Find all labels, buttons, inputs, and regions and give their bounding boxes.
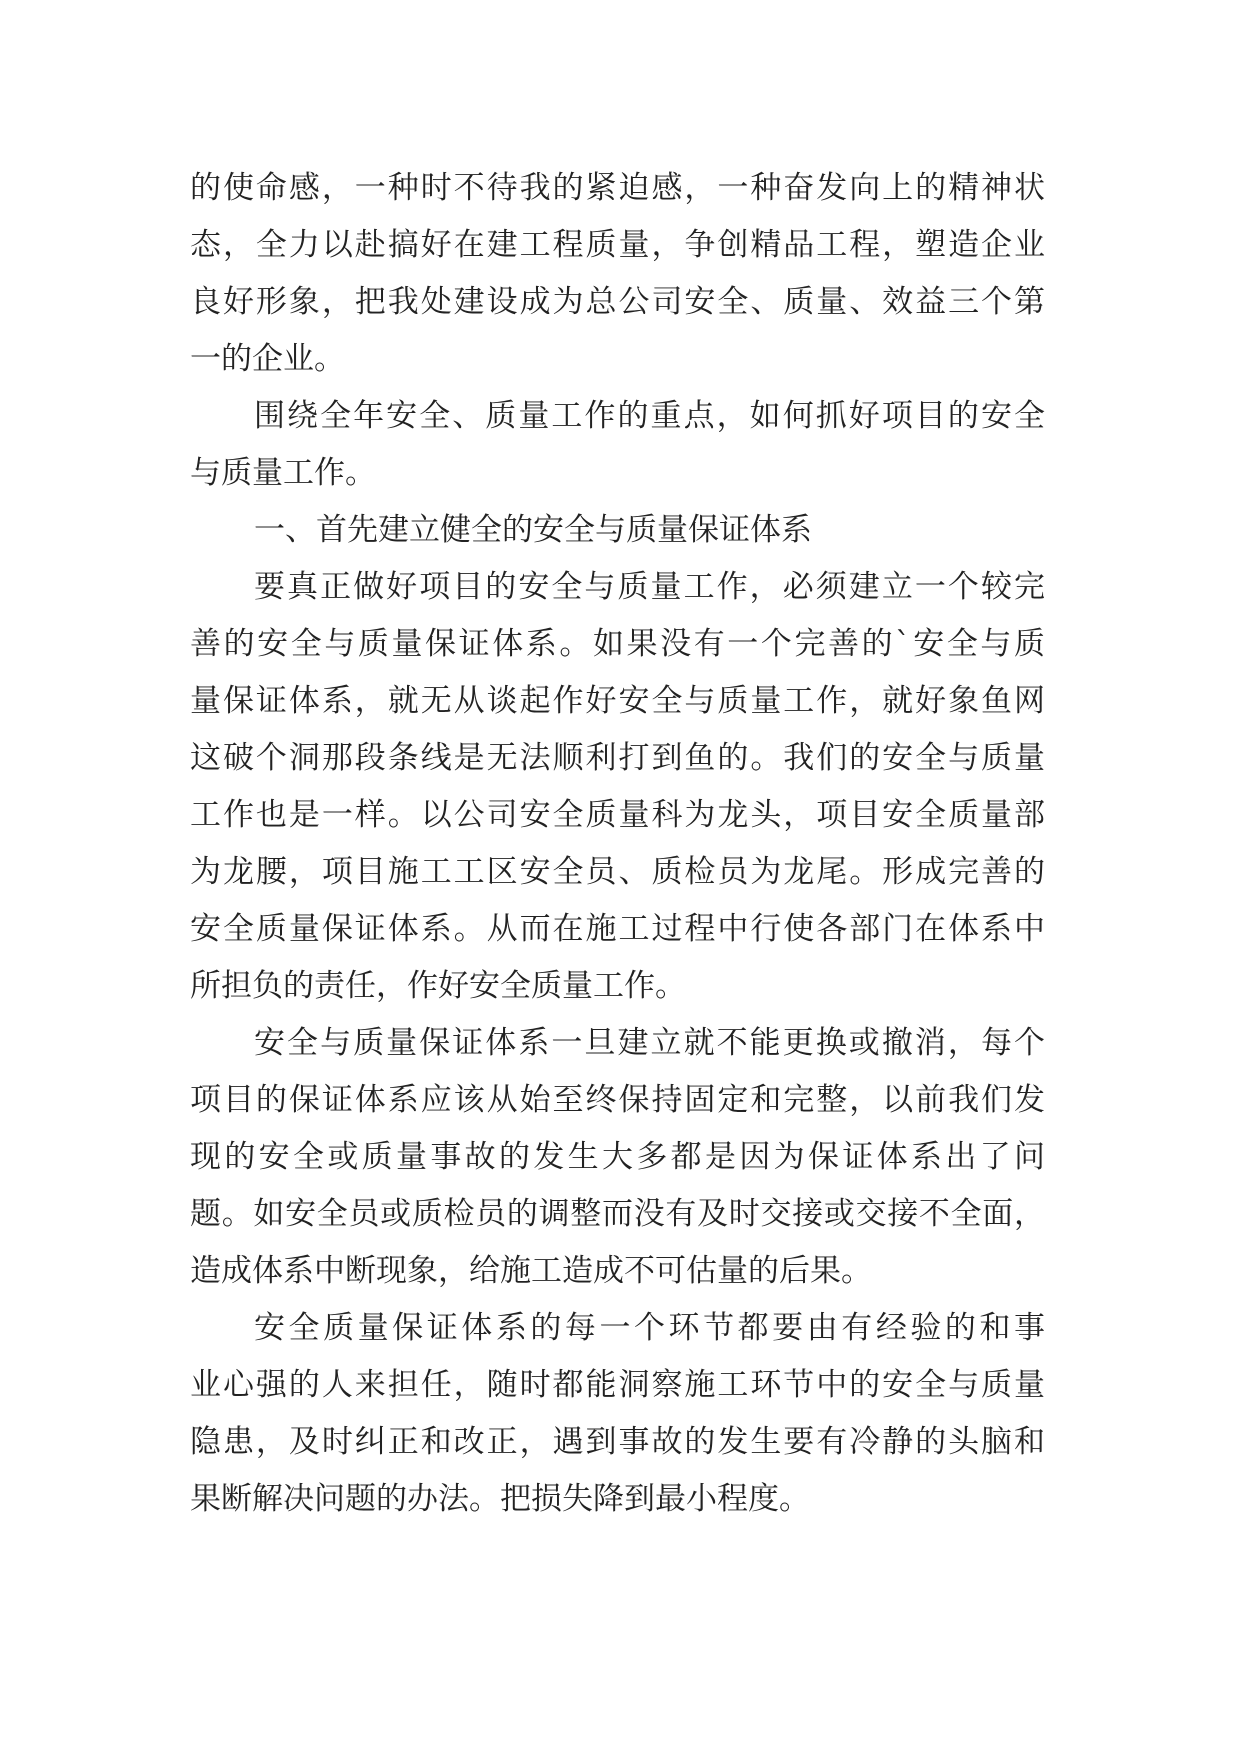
text-line: 安全与质量保证体系一旦建立就不能更换或撤消，每个 — [254, 1025, 1045, 1061]
text-line: 的使命感，一种时不待我的紧迫感，一种奋发向上的精神状 — [190, 170, 1045, 206]
section-heading — [190, 502, 1045, 559]
text-line: 围绕全年安全、质量工作的重点，如何抓好项目的安全 — [254, 398, 1045, 434]
paragraph — [190, 160, 1045, 388]
text-line: 为龙腰，项目施工工区安全员、质检员为龙尾。形成完善的 — [190, 854, 1045, 890]
text-line: 隐患，及时纠正和改正，遇到事故的发生要有冷静的头脑和 — [190, 1424, 1045, 1460]
text-line: 要真正做好项目的安全与质量工作，必须建立一个较完 — [254, 569, 1045, 605]
text-line: 项目的保证体系应该从始至终保持固定和完整，以前我们发 — [190, 1082, 1045, 1118]
text-line: 一的企业。 — [190, 341, 345, 377]
text-line: 业心强的人来担任，随时都能洞察施工环节中的安全与质量 — [190, 1367, 1045, 1403]
text-line: 与质量工作。 — [190, 455, 376, 491]
text-line: 现的安全或质量事故的发生大多都是因为保证体系出了问 — [190, 1139, 1045, 1175]
text-line: 安全质量保证体系的每一个环节都要由有经验的和事 — [254, 1310, 1045, 1346]
paragraph — [190, 1015, 1045, 1300]
document-body — [190, 160, 1045, 1528]
text-line: 造成体系中断现象，给施工造成不可估量的后果。 — [190, 1253, 872, 1289]
text-line: 量保证体系，就无从谈起作好安全与质量工作，就好象鱼网 — [190, 683, 1045, 719]
text-line: 善的安全与质量保证体系。如果没有一个完善的`安全与质 — [190, 626, 1045, 662]
paragraph — [190, 388, 1045, 502]
text-line: 工作也是一样。以公司安全质量科为龙头，项目安全质量部 — [190, 797, 1045, 833]
text-line: 这破个洞那段条线是无法顺利打到鱼的。我们的安全与质量 — [190, 740, 1045, 776]
text-line: 安全质量保证体系。从而在施工过程中行使各部门在体系中 — [190, 911, 1045, 947]
text-line: 题。如安全员或质检员的调整而没有及时交接或交接不全面， — [190, 1196, 1045, 1232]
paragraph — [190, 559, 1045, 1015]
text-line: 所担负的责任，作好安全质量工作。 — [190, 968, 686, 1004]
heading-line: 一、首先建立健全的安全与质量保证体系 — [254, 512, 812, 548]
paragraph — [190, 1300, 1045, 1528]
text-line: 果断解决问题的办法。把损失降到最小程度。 — [190, 1481, 810, 1517]
text-line: 良好形象，把我处建设成为总公司安全、质量、效益三个第 — [190, 284, 1045, 320]
text-line: 态，全力以赴搞好在建工程质量，争创精品工程，塑造企业 — [190, 227, 1045, 263]
